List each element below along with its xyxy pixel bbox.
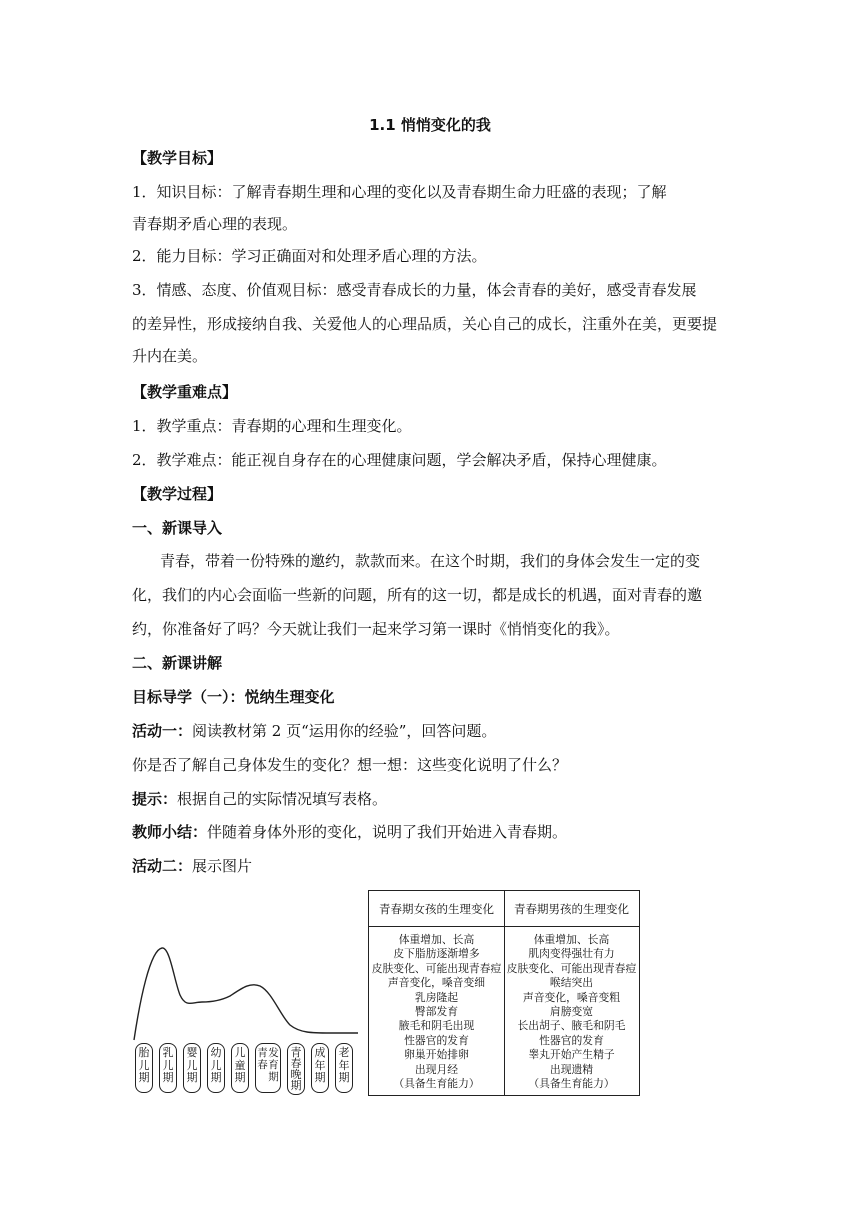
- document-title: 1.1 悄悄变化的我: [369, 116, 491, 134]
- stage-fetal: 胎 儿 期: [135, 1043, 153, 1093]
- goal-line-2: 青春期矛盾心理的表现。: [132, 215, 298, 233]
- activity-2-text: 展示图片: [192, 857, 253, 875]
- intro-heading: 一、新课导入: [132, 519, 223, 537]
- hint-label: 提示：: [132, 790, 178, 808]
- stage-nursing-infant: 乳 儿 期: [159, 1043, 177, 1093]
- goals-heading: 【教学目标】: [132, 149, 223, 167]
- goal-line-4: 3．情感、态度、价值观目标：感受青春成长的力量，体会青春的美好，感受青春发展: [132, 281, 697, 299]
- guide-heading: 目标导学（一）：悦纳生理变化: [132, 688, 335, 706]
- intro-line-1: 青春，带着一份特殊的邀约，款款而来。在这个时期，我们的身体会发生一定的变: [160, 552, 701, 570]
- intro-line-3: 约，你准备好了吗？今天就让我们一起来学习第一课时《悄悄变化的我》。: [132, 620, 620, 638]
- activity-1-text: 阅读教材第 2 页“运用你的经验”，回答问题。: [192, 722, 497, 740]
- intro-line-2: 化，我们的内心会面临一些新的问题，所有的这一切，都是成长的机遇，面对青春的邀: [132, 586, 703, 604]
- girls-header: 青春期女孩的生理变化: [369, 891, 504, 927]
- activity-1-label: 活动一：: [132, 722, 193, 740]
- goal-line-3: 2．能力目标：学习正确面对和处理矛盾心理的方法。: [132, 247, 487, 265]
- lecture-heading: 二、新课讲解: [132, 654, 223, 672]
- activity-2-label: 活动二：: [132, 857, 193, 875]
- question-line: 你是否了解自己身体发生的变化？想一想：这些变化说明了什么？: [132, 756, 568, 774]
- goal-line-1: 1．知识目标：了解青春期生理和心理的变化以及青春期生命力旺盛的表现；了解: [132, 183, 667, 201]
- hint-line: [132, 789, 387, 809]
- key-point-1: 1．教学重点：青春期的心理和生理变化。: [132, 417, 412, 435]
- activity-1: [132, 721, 496, 741]
- boys-header: 青春期男孩的生理变化: [504, 891, 639, 927]
- goal-line-6: 升内在美。: [132, 347, 208, 365]
- stage-puberty: 青春 发 育 期: [255, 1043, 281, 1093]
- stage-childhood: 儿 童 期: [231, 1043, 249, 1093]
- key-points-heading: 【教学重难点】: [132, 383, 238, 401]
- stage-toddler: 幼 儿 期: [207, 1043, 225, 1093]
- process-heading: 【教学过程】: [132, 485, 223, 503]
- girls-column: 体重增加、长高 皮下脂肪逐渐增多 皮肤变化、可能出现青春痘 声音变化，嗓音变细 乳房隆起 臀部发育 腋毛和阴毛出现 性器官的发育 卵巢开始排卵 出现月经 （具备生育能力）: [371, 933, 502, 1091]
- summary-label: 教师小结：: [132, 823, 208, 841]
- stage-late-adolescence: 青 春 晚 期: [287, 1043, 305, 1095]
- stage-infant: 婴 儿 期: [183, 1043, 201, 1093]
- puberty-figure: [130, 890, 642, 1100]
- activity-2: [132, 856, 252, 876]
- hint-text: 根据自己的实际情况填写表格。: [177, 790, 388, 808]
- physiological-changes-table: [368, 890, 640, 1096]
- boys-column: 体重增加、长高 肌肉变得强壮有力 皮肤变化、可能出现青春痘 喉结突出 声音变化，嗓音变粗 肩膀变宽 长出胡子、腋毛和阴毛 性器官的发育 睾丸开始产生精子 出现遗精 （具备生育能力）: [506, 933, 637, 1091]
- stage-old-age: 老 年 期: [335, 1043, 353, 1093]
- summary-line: [132, 822, 567, 842]
- key-point-2: 2．教学难点：能正视自身存在的心理健康问题，学会解决矛盾，保持心理健康。: [132, 451, 667, 469]
- goal-line-5: 的差异性，形成接纳自我、关爱他人的心理品质，关心自己的成长，注重外在美，更要提: [132, 315, 718, 333]
- summary-text: 伴随着身体外形的变化，说明了我们开始进入青春期。: [207, 823, 568, 841]
- stage-adulthood: 成 年 期: [311, 1043, 329, 1093]
